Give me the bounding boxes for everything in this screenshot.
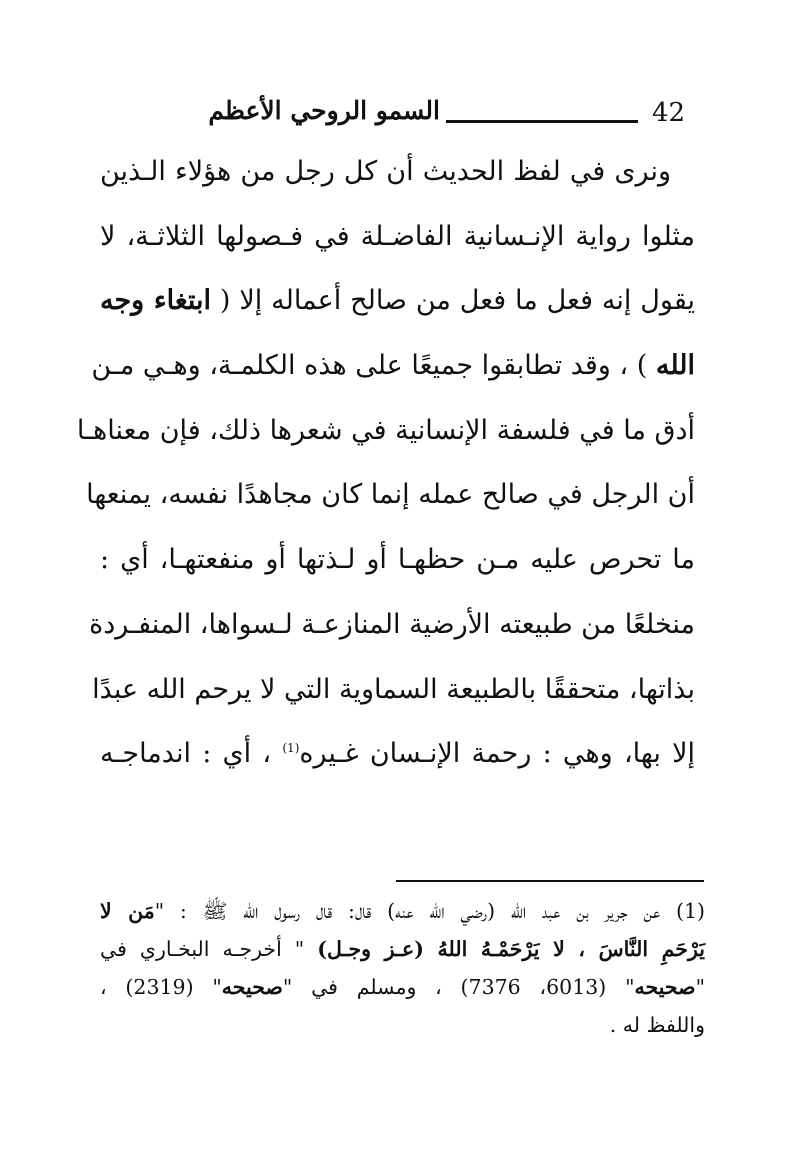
page-header <box>100 96 690 136</box>
text-line: أدق ما في فلسفة الإنسانية في شعرها ذلك، فإن معناهـا <box>76 414 695 446</box>
footnote-line: "صحيحه" (6013، 7376) ، ومسلم في "صحيحه" (2319) ، <box>100 975 705 999</box>
footnote <box>100 892 705 1044</box>
bold-phrase: الله <box>655 350 695 382</box>
footnote-line: واللفظ له . <box>609 1013 705 1037</box>
bold-phrase: ابتغاء وجه <box>100 285 212 317</box>
text-line: يقول إنه فعل ما فعل من صالح أعماله إلا ( ابتغاء وجه <box>100 285 695 317</box>
header-rule <box>446 120 638 123</box>
text-line: ونرى في لفظ الحديث أن كل رجل من هؤلاء الـذين <box>100 156 671 187</box>
running-title: السمو الروحي الأعظم <box>208 96 440 125</box>
text-line: مثلوا رواية الإنـسانية الفاضـلة في فـصولها الثلاثـة، لا <box>100 220 695 252</box>
text-line: الله ) ، وقد تطابقوا جميعًا على هذه الكلمـة، وهـي مـن <box>91 350 695 382</box>
text-line: بذاتها، متحققًا بالطبيعة السماوية التي لا يرحم الله عبدًا <box>92 673 695 705</box>
text-line: ما تحرص عليه مـن حظهـا أو لـذتها أو منفعتهـا، أي : <box>100 544 695 576</box>
text-line: إلا بها، وهي : رحمة الإنـسان غـيره$^{(1)}$ ، أي : اندماجـه <box>100 738 695 770</box>
text-line: منخلعًا من طبيعته الأرضية المنازعـة لـسواها، المنفـردة <box>89 608 695 640</box>
footnote-line: يَرْحَمِ النَّاسَ ، لا يَرْحَمْـهُ اللهُ (عـز وجـل) " أخرجـه البخـاري في <box>100 937 705 961</box>
page-number: 42 <box>652 98 686 128</box>
footnote-line: (1) عن جرير بن عبد الله (رضي الله عنه) قال: قال رسول الله ﷺ : "مَن لا <box>100 899 705 923</box>
text-line: أن الرجل في صالح عمله إنما كان مجاهدًا نفسه، يمنعها <box>86 479 695 511</box>
main-text <box>76 140 695 787</box>
footnote-reference: (1) <box>282 741 300 756</box>
footnote-separator <box>396 880 704 882</box>
